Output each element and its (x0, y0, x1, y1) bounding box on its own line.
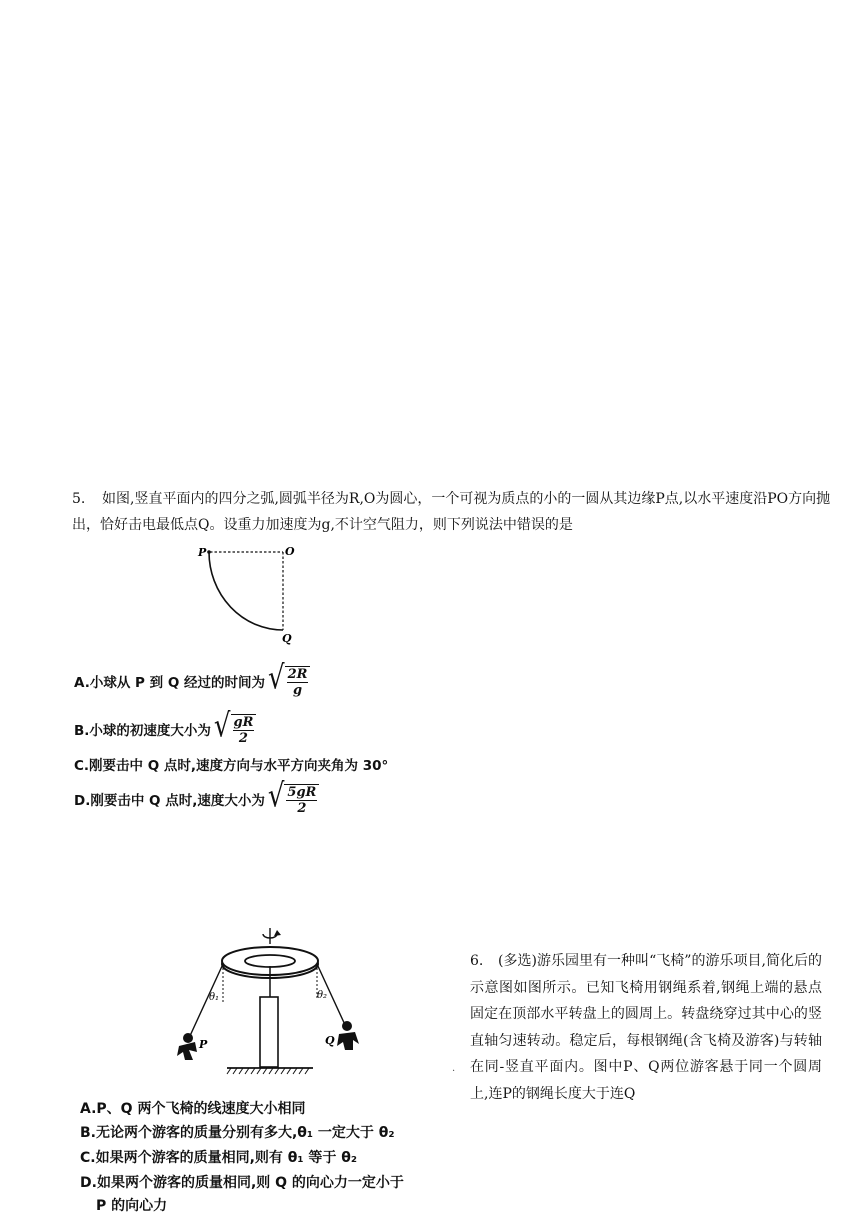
rider-q-icon (337, 1021, 359, 1050)
option-5d (74, 777, 319, 816)
quarter-arc (209, 552, 283, 630)
option-5b-text: B.小球的初速度大小为 (74, 723, 211, 739)
option-5c-text: C.刚要击中 Q 点时,速度方向与水平方向夹角为 30° (74, 758, 389, 774)
numerator: 5gR (287, 785, 317, 800)
denominator: 2 (238, 731, 248, 746)
numerator: 2R (287, 667, 308, 682)
denominator: g (292, 683, 303, 698)
option-5a (74, 659, 310, 698)
question-6-stem (470, 948, 822, 1107)
denominator: 2 (297, 801, 307, 816)
sqrt-expression: √ $\frac{gR}{2}$ (214, 712, 256, 746)
question-5-text: 如图,竖直平面内的四分之弧,圆弧半径为R,O为圆心，一个可视为质点的小的一圆从其边缘P点,以水平速度沿PO方向抛出，恰好击电最低点Q。设重力加速度为g,不计空气阻力，则下列说法中错误的是 (72, 491, 831, 533)
figure-label-q: Q (282, 632, 292, 645)
option-5d-text: D.刚要击中 Q 点时,速度大小为 (74, 793, 265, 809)
option-5c (74, 754, 388, 774)
figure-label-p: P (199, 1038, 208, 1051)
question-6-text: (多选)游乐园里有一种叫“飞椅”的游乐项目,简化后的示意图如图所示。已知飞椅用钢绳系着,钢绳上端的悬点固定在顶部水平转盘上的圆周上。转盘绕穿过其中心的竖直轴匀速转动。稳定后，每根钢绳(含飞椅及游客)与转轴在同-竖直平面内。图中P、Q两位游客悬于同一个圆周上,连P的钢绳长度大于连Q (470, 953, 822, 1102)
theta1-label: θ₁ (209, 992, 220, 1003)
numerator: gR (233, 715, 254, 730)
option-6c: C.如果两个游客的质量相同,则有 θ₁ 等于 θ₂ (80, 1150, 358, 1166)
question-6-number: 6. (470, 953, 484, 969)
option-6d: D.如果两个游客的质量相同,则 Q 的向心力一定小于 (80, 1175, 404, 1191)
theta2-label: θ₂ (317, 990, 328, 1001)
point-p-dot (207, 550, 211, 554)
sqrt-expression: √ $\frac{2R}{g}$ (268, 664, 310, 698)
option-6a: A.P、Q 两个飞椅的线速度大小相同 (80, 1101, 306, 1117)
flying-chair-figure (165, 922, 380, 1082)
option-5a-text: A.小球从 P 到 Q 经过的时间为 (74, 675, 265, 691)
rider-p-icon (177, 1033, 197, 1060)
figure-label-o: O (285, 545, 295, 558)
option-6d-continued: P 的向心力 (96, 1198, 168, 1214)
question-5-stem (72, 486, 832, 538)
option-6b: B.无论两个游客的质量分别有多大,θ₁ 一定大于 θ₂ (80, 1125, 395, 1141)
sqrt-expression: √ $\frac{5gR}{2}$ (268, 782, 320, 816)
question-5-number: 5. (72, 491, 86, 507)
option-5b (74, 707, 256, 746)
figure-label-p: P (198, 546, 207, 559)
quarter-arc-figure (192, 540, 312, 648)
stray-mark: · (452, 1066, 456, 1077)
support-pole (260, 997, 278, 1067)
figure-label-q: Q (325, 1034, 335, 1047)
